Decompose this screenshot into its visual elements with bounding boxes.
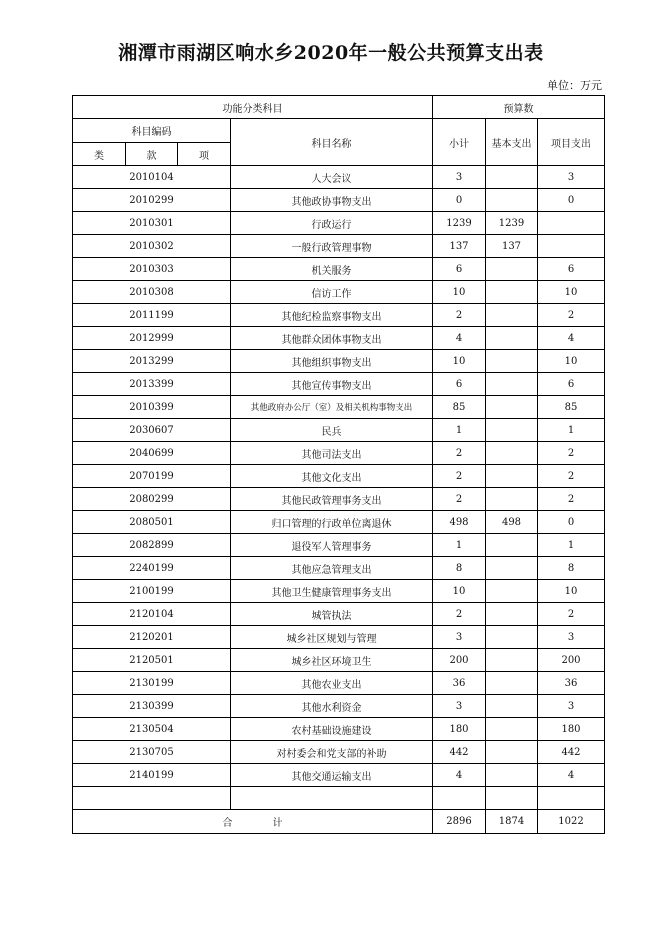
cell-basic xyxy=(486,580,538,603)
cell-code: 2010302 xyxy=(73,235,231,258)
table-row xyxy=(73,442,605,465)
cell-code: 2010399 xyxy=(73,396,231,419)
cell-code: 2030607 xyxy=(73,419,231,442)
table-row xyxy=(73,350,605,373)
cell-subtotal: 180 xyxy=(433,718,486,741)
cell-name: 城管执法 xyxy=(231,603,433,626)
table-row xyxy=(73,672,605,695)
cell-basic xyxy=(486,534,538,557)
table-row xyxy=(73,626,605,649)
cell-project: 3 xyxy=(538,695,605,718)
header-kuan: 款 xyxy=(126,143,178,166)
total-project: 1022 xyxy=(538,810,605,834)
cell-basic: 137 xyxy=(486,235,538,258)
cell-project: 1 xyxy=(538,419,605,442)
cell-name: 归口管理的行政单位离退休 xyxy=(231,511,433,534)
cell-basic xyxy=(486,419,538,442)
table-row xyxy=(73,649,605,672)
cell-name: 其他水利资金 xyxy=(231,695,433,718)
cell-name: 其他农业支出 xyxy=(231,672,433,695)
header-xiang: 项 xyxy=(178,143,231,166)
blank-cell xyxy=(73,787,231,810)
cell-project: 6 xyxy=(538,258,605,281)
cell-basic xyxy=(486,465,538,488)
cell-project xyxy=(538,235,605,258)
cell-project: 3 xyxy=(538,166,605,189)
cell-code: 2130199 xyxy=(73,672,231,695)
cell-basic xyxy=(486,396,538,419)
cell-subtotal: 200 xyxy=(433,649,486,672)
cell-subtotal: 0 xyxy=(433,189,486,212)
cell-code: 2010301 xyxy=(73,212,231,235)
cell-code: 2080299 xyxy=(73,488,231,511)
cell-code: 2010299 xyxy=(73,189,231,212)
table-row xyxy=(73,580,605,603)
cell-project: 10 xyxy=(538,281,605,304)
cell-basic xyxy=(486,281,538,304)
header-subject-code: 科目编码 xyxy=(73,119,231,143)
cell-basic xyxy=(486,603,538,626)
total-subtotal: 2896 xyxy=(433,810,486,834)
cell-name: 其他卫生健康管理事务支出 xyxy=(231,580,433,603)
table-row xyxy=(73,235,605,258)
cell-project: 36 xyxy=(538,672,605,695)
blank-cell xyxy=(538,787,605,810)
cell-subtotal: 2 xyxy=(433,442,486,465)
cell-code: 2010104 xyxy=(73,166,231,189)
cell-project: 2 xyxy=(538,442,605,465)
cell-basic xyxy=(486,258,538,281)
table-row xyxy=(73,718,605,741)
header-subject-name: 科目名称 xyxy=(231,119,433,166)
table-row xyxy=(73,327,605,350)
cell-basic xyxy=(486,695,538,718)
cell-name: 机关服务 xyxy=(231,258,433,281)
table-row xyxy=(73,534,605,557)
cell-name: 信访工作 xyxy=(231,281,433,304)
cell-name: 人大会议 xyxy=(231,166,433,189)
cell-basic xyxy=(486,741,538,764)
cell-subtotal: 3 xyxy=(433,166,486,189)
cell-subtotal: 10 xyxy=(433,281,486,304)
cell-name: 行政运行 xyxy=(231,212,433,235)
cell-code: 2010303 xyxy=(73,258,231,281)
cell-name: 其他司法支出 xyxy=(231,442,433,465)
cell-project: 2 xyxy=(538,488,605,511)
cell-subtotal: 1 xyxy=(433,534,486,557)
table-row xyxy=(73,741,605,764)
cell-subtotal: 3 xyxy=(433,626,486,649)
cell-code: 2130399 xyxy=(73,695,231,718)
cell-project: 2 xyxy=(538,465,605,488)
cell-subtotal: 85 xyxy=(433,396,486,419)
table-row xyxy=(73,465,605,488)
header-subtotal: 小计 xyxy=(433,119,486,166)
cell-subtotal: 2 xyxy=(433,465,486,488)
cell-name: 其他交通运输支出 xyxy=(231,764,433,787)
cell-subtotal: 1 xyxy=(433,419,486,442)
cell-name: 农村基础设施建设 xyxy=(231,718,433,741)
cell-project: 180 xyxy=(538,718,605,741)
cell-basic xyxy=(486,350,538,373)
cell-subtotal: 36 xyxy=(433,672,486,695)
cell-subtotal: 10 xyxy=(433,580,486,603)
cell-name: 对村委会和党支部的补助 xyxy=(231,741,433,764)
cell-subtotal: 2 xyxy=(433,304,486,327)
cell-subtotal: 442 xyxy=(433,741,486,764)
cell-name: 其他政协事物支出 xyxy=(231,189,433,212)
cell-project: 1 xyxy=(538,534,605,557)
cell-subtotal: 137 xyxy=(433,235,486,258)
cell-name: 其他群众团体事物支出 xyxy=(231,327,433,350)
table-row xyxy=(73,419,605,442)
cell-basic xyxy=(486,327,538,350)
cell-basic xyxy=(486,373,538,396)
cell-basic xyxy=(486,442,538,465)
cell-project: 10 xyxy=(538,350,605,373)
cell-code: 2120104 xyxy=(73,603,231,626)
cell-name: 一般行政管理事物 xyxy=(231,235,433,258)
total-row xyxy=(73,810,605,834)
table-row xyxy=(73,212,605,235)
cell-name: 城乡社区环境卫生 xyxy=(231,649,433,672)
cell-project: 0 xyxy=(538,511,605,534)
cell-code: 2140199 xyxy=(73,764,231,787)
blank-cell xyxy=(486,787,538,810)
cell-name: 其他政府办公厅（室）及相关机构事物支出 xyxy=(231,396,433,419)
cell-subtotal: 2 xyxy=(433,488,486,511)
cell-name: 退役军人管理事务 xyxy=(231,534,433,557)
cell-project: 2 xyxy=(538,603,605,626)
table-row xyxy=(73,258,605,281)
cell-name: 其他组织事物支出 xyxy=(231,350,433,373)
blank-row xyxy=(73,787,605,810)
table-row xyxy=(73,281,605,304)
total-label: 合 计 xyxy=(73,810,433,834)
blank-cell xyxy=(231,787,433,810)
table-row xyxy=(73,166,605,189)
cell-project: 4 xyxy=(538,764,605,787)
cell-basic: 1239 xyxy=(486,212,538,235)
cell-basic xyxy=(486,764,538,787)
cell-subtotal: 8 xyxy=(433,557,486,580)
blank-cell xyxy=(433,787,486,810)
table-row xyxy=(73,396,605,419)
unit-label: 单位：万元 xyxy=(547,79,602,92)
cell-project: 442 xyxy=(538,741,605,764)
cell-basic xyxy=(486,649,538,672)
cell-basic: 498 xyxy=(486,511,538,534)
cell-basic xyxy=(486,189,538,212)
header-lei: 类 xyxy=(73,143,126,166)
cell-name: 其他纪检监察事物支出 xyxy=(231,304,433,327)
cell-code: 2130705 xyxy=(73,741,231,764)
table-row xyxy=(73,764,605,787)
cell-subtotal: 2 xyxy=(433,603,486,626)
cell-subtotal: 4 xyxy=(433,327,486,350)
cell-name: 其他应急管理支出 xyxy=(231,557,433,580)
cell-code: 2100199 xyxy=(73,580,231,603)
cell-code: 2040699 xyxy=(73,442,231,465)
cell-subtotal: 6 xyxy=(433,258,486,281)
cell-basic xyxy=(486,557,538,580)
total-basic: 1874 xyxy=(486,810,538,834)
cell-name: 其他宣传事物支出 xyxy=(231,373,433,396)
cell-code: 2010308 xyxy=(73,281,231,304)
cell-basic xyxy=(486,672,538,695)
cell-project: 4 xyxy=(538,327,605,350)
cell-project: 10 xyxy=(538,580,605,603)
header-func-class: 功能分类科目 xyxy=(73,96,433,119)
cell-project: 2 xyxy=(538,304,605,327)
cell-project: 85 xyxy=(538,396,605,419)
cell-code: 2013399 xyxy=(73,373,231,396)
header-project: 项目支出 xyxy=(538,119,605,166)
cell-code: 2120201 xyxy=(73,626,231,649)
cell-subtotal: 498 xyxy=(433,511,486,534)
table-row xyxy=(73,488,605,511)
cell-subtotal: 10 xyxy=(433,350,486,373)
cell-basic xyxy=(486,304,538,327)
cell-code: 2120501 xyxy=(73,649,231,672)
cell-code: 2012999 xyxy=(73,327,231,350)
cell-name: 其他文化支出 xyxy=(231,465,433,488)
table-row xyxy=(73,373,605,396)
table-row xyxy=(73,304,605,327)
cell-project: 6 xyxy=(538,373,605,396)
table-row xyxy=(73,603,605,626)
cell-basic xyxy=(486,488,538,511)
cell-basic xyxy=(486,166,538,189)
cell-code: 2082899 xyxy=(73,534,231,557)
cell-project: 200 xyxy=(538,649,605,672)
budget-table xyxy=(72,95,605,834)
cell-project: 3 xyxy=(538,626,605,649)
page-title: 湘潭市雨湖区响水乡2020年一般公共预算支出表 xyxy=(118,42,544,64)
table-row xyxy=(73,511,605,534)
header-basic: 基本支出 xyxy=(486,119,538,166)
cell-subtotal: 1239 xyxy=(433,212,486,235)
table-row xyxy=(73,695,605,718)
table-row xyxy=(73,557,605,580)
cell-name: 民兵 xyxy=(231,419,433,442)
cell-subtotal: 4 xyxy=(433,764,486,787)
cell-code: 2130504 xyxy=(73,718,231,741)
cell-code: 2070199 xyxy=(73,465,231,488)
header-budget: 预算数 xyxy=(433,96,605,119)
cell-project: 8 xyxy=(538,557,605,580)
table-row xyxy=(73,189,605,212)
cell-basic xyxy=(486,718,538,741)
cell-name: 其他民政管理事务支出 xyxy=(231,488,433,511)
cell-code: 2011199 xyxy=(73,304,231,327)
cell-subtotal: 6 xyxy=(433,373,486,396)
cell-project xyxy=(538,212,605,235)
cell-name: 城乡社区规划与管理 xyxy=(231,626,433,649)
cell-subtotal: 3 xyxy=(433,695,486,718)
cell-basic xyxy=(486,626,538,649)
cell-code: 2240199 xyxy=(73,557,231,580)
cell-code: 2080501 xyxy=(73,511,231,534)
cell-code: 2013299 xyxy=(73,350,231,373)
cell-project: 0 xyxy=(538,189,605,212)
